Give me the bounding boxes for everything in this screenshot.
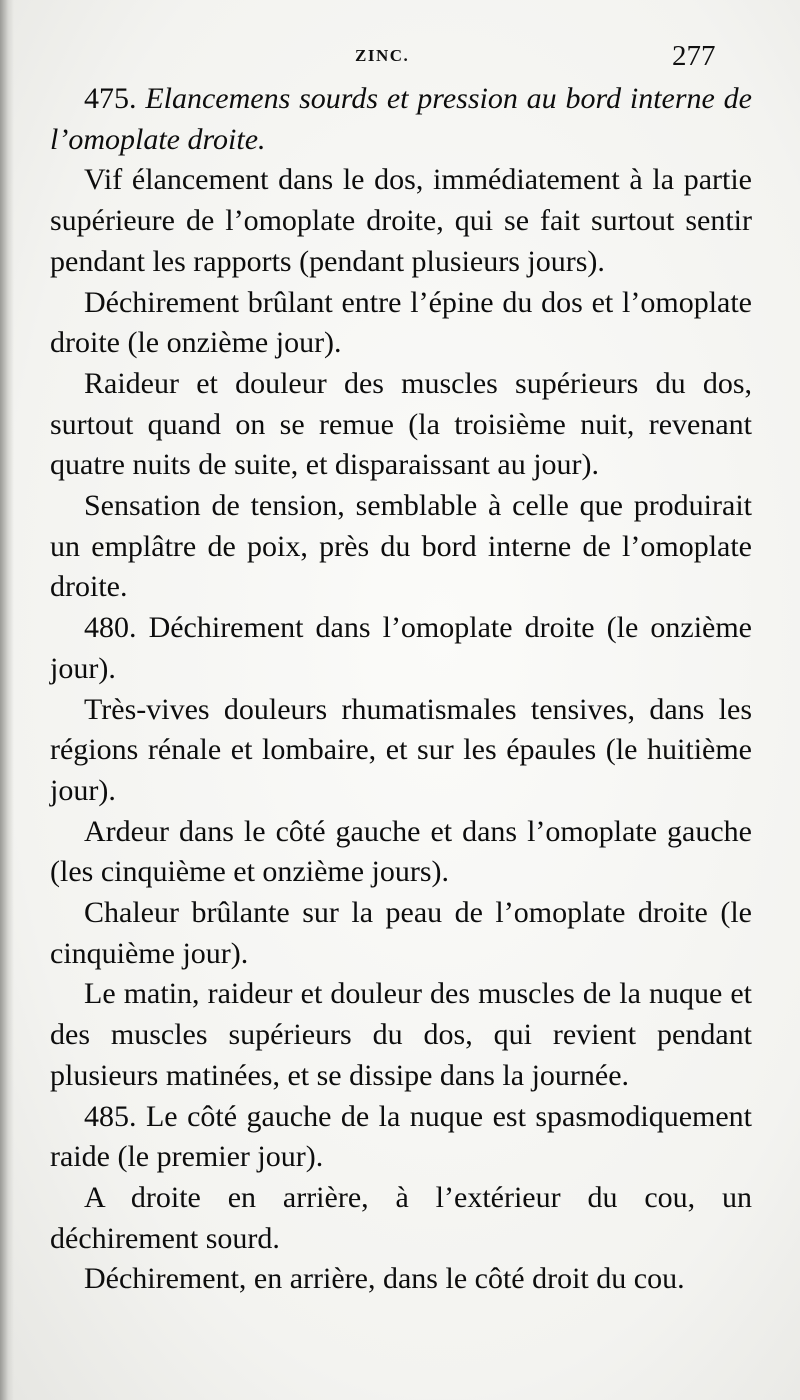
paragraph-text: Vif élancement dans le dos, immédiatement à la partie supérieure de l’omoplate droite, qui se fait surtout sentir pendant les rapports (pendant plusieurs jours). <box>50 163 752 278</box>
paragraph-text: Ardeur dans le côté gauche et dans l’omoplate gauche (les cinquième et onzième jours). <box>50 814 752 889</box>
paragraph-text: Déchirement dans l’omoplate droite (le onzième jour). <box>50 611 752 685</box>
page-header <box>0 38 800 78</box>
paragraph <box>50 486 752 608</box>
paragraph <box>50 1259 752 1300</box>
paragraph-number: 480. <box>84 611 137 645</box>
paragraph-text: Raideur et douleur des muscles supérieurs du dos, surtout quand on se remue (la troisième nuit, revenant quatre nuits de suite, et disparaissant au jour). <box>50 366 752 482</box>
page-number: 277 <box>672 40 716 72</box>
paragraph-text: A droite en arrière, à l’extérieur du cou, un déchirement sourd. <box>50 1180 752 1255</box>
paragraph-text: Déchirement, en arrière, dans le côté droit du cou. <box>84 1262 685 1296</box>
paragraph <box>50 79 752 160</box>
paragraph <box>50 608 752 689</box>
paragraph-number: 475. <box>84 82 137 115</box>
paragraph <box>50 1178 752 1259</box>
running-head: ZINC. <box>355 46 410 65</box>
paragraph-text: Le matin, raideur et douleur des muscles de la nuque et des muscles supérieurs du dos, qui revient pendant plusieurs matinées, et se dissipe dans la journée. <box>50 977 752 1092</box>
paragraph <box>50 160 752 282</box>
page-edge-shadow <box>0 0 14 1400</box>
paragraph <box>50 1097 752 1178</box>
paragraph <box>50 283 752 364</box>
paragraph <box>50 893 752 974</box>
paragraph <box>50 974 752 1096</box>
paragraph <box>50 812 752 893</box>
paragraph <box>50 690 752 812</box>
paragraph-number: 485. <box>84 1099 137 1133</box>
paragraph-text: Le côté gauche de la nuque est spasmodiquement raide (le premier jour). <box>50 1099 752 1174</box>
paragraph-text: Chaleur brûlante sur la peau de l’omoplate droite (le cinquième jour). <box>50 896 752 970</box>
paragraph-text: Sensation de tension, semblable à celle que produirait un emplâtre de poix, près du bord interne de l’omoplate droite. <box>50 489 752 604</box>
paragraph-text: Déchirement brûlant entre l’épine du dos et l’omoplate droite (le onzième jour). <box>50 285 752 360</box>
paragraph <box>50 364 752 486</box>
paragraph-text: Elancemens sourds et pression au bord interne de l’omoplate droite. <box>50 82 752 156</box>
paragraph-text: Très-vives douleurs rhumatismales tensives, dans les régions rénale et lombaire, et sur les épaules (le huitième jour). <box>50 692 752 807</box>
body-text <box>50 79 752 1300</box>
